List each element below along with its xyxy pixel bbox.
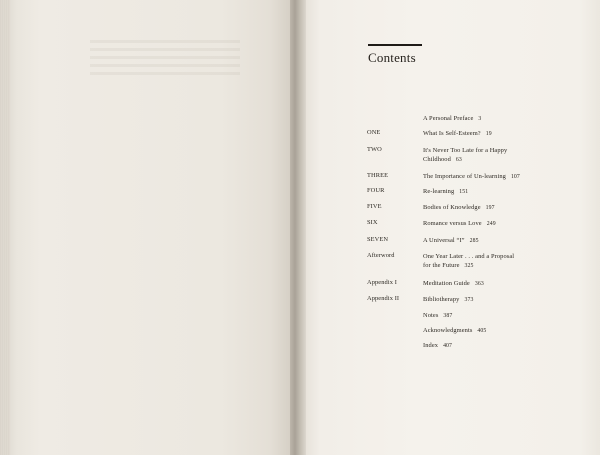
- toc-page-number: 387: [443, 313, 453, 319]
- contents-title: Contents: [368, 50, 416, 65]
- toc-page-number: 373: [464, 297, 474, 303]
- toc-page-number: 197: [485, 205, 495, 211]
- toc-page-number: 249: [486, 221, 496, 227]
- toc-entry-title: One Year Later . . . and a Proposal: [423, 253, 515, 260]
- toc-entry: [423, 203, 495, 213]
- toc-page-number: 285: [469, 238, 479, 244]
- toc-entry-title: A Universal “I”: [423, 237, 465, 244]
- toc-page-number: 151: [459, 189, 469, 195]
- toc-entry-title: It's Never Too Late for a Happy: [423, 147, 508, 154]
- toc-entry: [423, 311, 452, 321]
- toc-chapter-label: Appendix II: [367, 295, 400, 302]
- toc-entry-title: Notes: [423, 312, 439, 319]
- toc-page-number: 107: [510, 174, 520, 180]
- toc-entry: [423, 326, 486, 336]
- toc-entry-title-continued: for the Future: [423, 262, 460, 269]
- toc-page-number: 407: [443, 343, 453, 349]
- toc-entry-title: The Importance of Un-learning: [423, 173, 506, 180]
- toc-entry: [423, 236, 479, 246]
- toc-entry-title: Romance versus Love: [423, 220, 482, 227]
- toc-entry: [423, 341, 452, 351]
- toc-entry: [423, 114, 481, 124]
- toc-entry: [423, 219, 496, 229]
- toc-entry: [423, 146, 507, 165]
- toc-chapter-label: FIVE: [367, 203, 382, 210]
- toc-entry-title: What Is Self-Esteem?: [423, 130, 481, 137]
- toc-chapter-label: Afterword: [367, 252, 395, 259]
- toc-chapter-label: Appendix I: [367, 279, 397, 286]
- toc-entry-title-continued: Childhood: [423, 156, 451, 163]
- toc-entry: [423, 252, 514, 271]
- toc-entry-title: Index: [423, 342, 439, 349]
- toc-entry-title: Re-learning: [423, 188, 455, 195]
- toc-chapter-label: TWO: [367, 146, 382, 153]
- toc-chapter-label: THREE: [367, 172, 389, 179]
- toc-chapter-label: SIX: [367, 219, 378, 226]
- toc-entry: [423, 187, 468, 197]
- toc-page-number: 405: [477, 328, 487, 334]
- toc-entry: [423, 295, 473, 305]
- toc-entry-title: A Personal Preface: [423, 115, 474, 122]
- toc-chapter-label: SEVEN: [367, 236, 389, 243]
- toc-entry: [423, 279, 484, 289]
- toc-entry-title: Meditation Guide: [423, 280, 470, 287]
- toc-page-number: 363: [474, 281, 484, 287]
- toc-entry: [423, 129, 492, 139]
- toc-page-number: 19: [485, 131, 492, 137]
- toc-entry-title: Acknowledgments: [423, 327, 473, 334]
- toc-page-number: 63: [455, 157, 462, 163]
- toc-entry: [423, 172, 520, 182]
- toc-chapter-label: FOUR: [367, 187, 385, 194]
- toc-page-number: 3: [478, 116, 482, 122]
- toc-page-number: 325: [464, 263, 474, 269]
- toc-entry-title: Bibliotherapy: [423, 296, 460, 303]
- toc-chapter-label: ONE: [367, 129, 381, 136]
- toc-entry-title: Bodies of Knowledge: [423, 204, 481, 211]
